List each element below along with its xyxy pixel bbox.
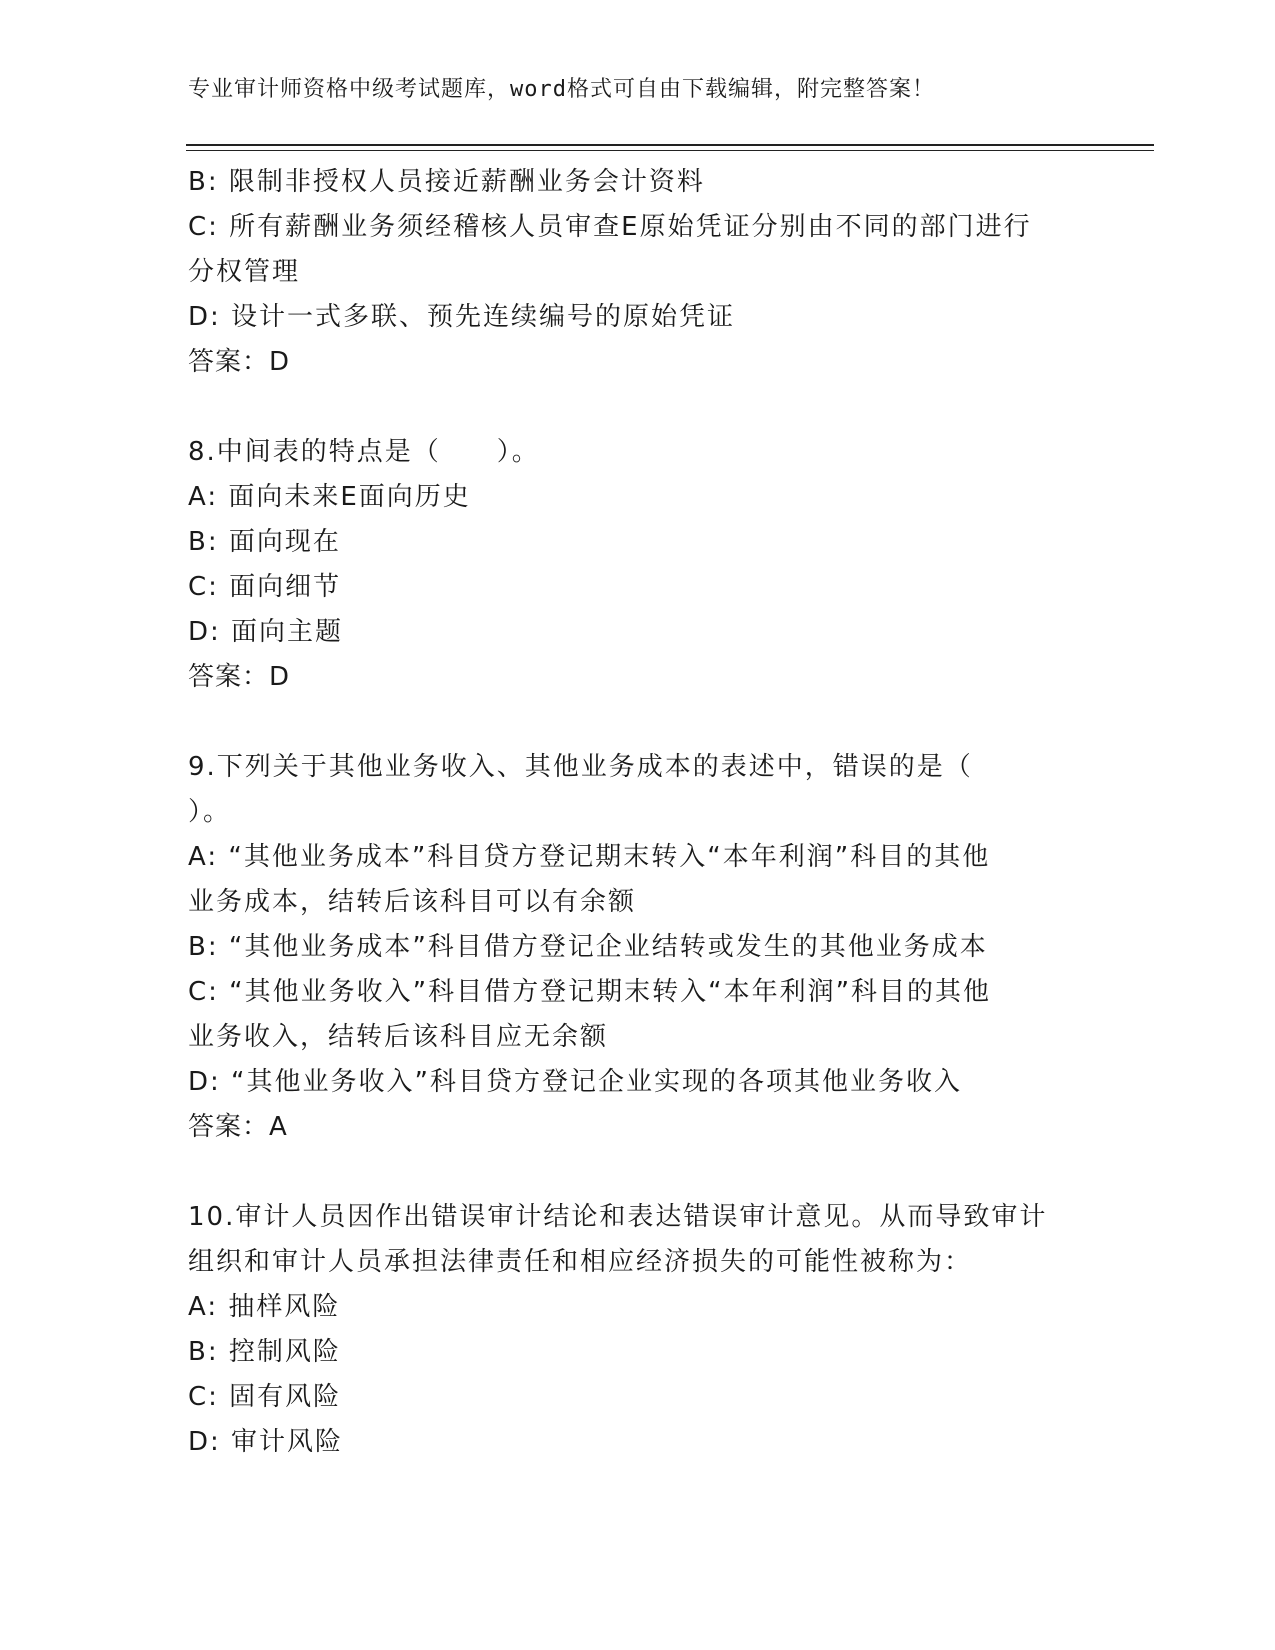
text-line: B: 控制风险	[188, 1337, 341, 1367]
question-line: ）。	[188, 797, 232, 827]
page-header: 专业审计师资格中级考试题库，word格式可自由下载编辑，附完整答案！	[188, 77, 935, 102]
question-line: 9.下列关于其他业务收入、其他业务成本的表述中，错误的是（	[188, 752, 973, 782]
answer-line: 答案：D	[188, 662, 291, 692]
text-line: A: “其他业务成本”科目贷方登记期末转入“本年利润”科目的其他	[188, 842, 991, 872]
header-rule-thin	[186, 150, 1154, 151]
spacer	[188, 1150, 1088, 1195]
text-line: D: 设计一式多联、预先连续编号的原始凭证	[188, 302, 736, 332]
text-line: C: 所有薪酬业务须经稽核人员审查E原始凭证分别由不同的部门进行	[188, 212, 1032, 242]
question-line: 组织和审计人员承担法律责任和相应经济损失的可能性被称为：	[188, 1247, 973, 1277]
question-content	[188, 160, 1088, 1465]
text-line: 业务收入，结转后该科目应无余额	[188, 1022, 609, 1052]
text-line: D: 面向主题	[188, 617, 344, 647]
text-line: A: 面向未来E面向历史	[188, 482, 471, 512]
text-line: D: “其他业务收入”科目贷方登记企业实现的各项其他业务收入	[188, 1067, 962, 1097]
question-line: 8.中间表的特点是（ ）。	[188, 437, 540, 467]
text-line: C: “其他业务收入”科目借方登记期末转入“本年利润”科目的其他	[188, 977, 992, 1007]
text-line: C: 面向细节	[188, 572, 342, 602]
text-line: B: 限制非授权人员接近薪酬业务会计资料	[188, 167, 705, 197]
text-line: B: 面向现在	[188, 527, 341, 557]
answer-line: 答案：D	[188, 347, 291, 377]
text-line: 业务成本，结转后该科目可以有余额	[188, 887, 637, 917]
spacer	[188, 385, 1088, 430]
text-line: B: “其他业务成本”科目借方登记企业结转或发生的其他业务成本	[188, 932, 988, 962]
text-line: 分权管理	[188, 257, 301, 287]
question-line: 10.审计人员因作出错误审计结论和表达错误审计意见。从而导致审计	[188, 1202, 1048, 1232]
text-line: D: 审计风险	[188, 1427, 344, 1457]
text-line: C: 固有风险	[188, 1382, 342, 1412]
text-line: A: 抽样风险	[188, 1292, 341, 1322]
spacer	[188, 700, 1088, 745]
header-rule-thick	[186, 144, 1154, 146]
answer-line: 答案：A	[188, 1112, 288, 1142]
